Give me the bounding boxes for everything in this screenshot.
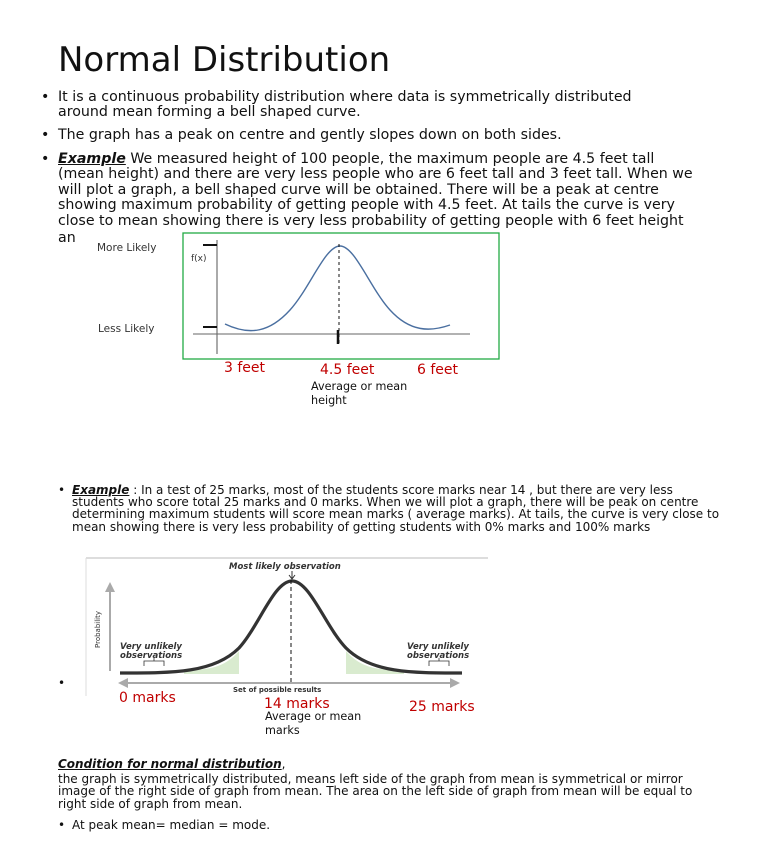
mean-caption-height: [311, 380, 407, 408]
example-label: Example: [58, 151, 126, 167]
top-arrow: [289, 571, 295, 579]
bullet-dot: •: [58, 483, 66, 497]
bullet-2: [41, 127, 678, 143]
height-bell-curve-figure: [90, 230, 510, 410]
bullet-1: [41, 89, 658, 121]
example-text: : In a test of 25 marks, most of the students score marks near 14 , but there are very less students who score total 25 marks and 0 marks. When we will plot a graph, there will be peak on centre determining maximum students will score mean marks ( average marks). At tails, the curve is very close to mean showing there is very less probability of getting students with 0% marks and 100% marks: [72, 483, 720, 534]
bullet-text: It is a continuous probability distribution where data is symmetrically distributed around mean forming a bell shaped curve.: [58, 89, 632, 121]
example-tail: an: [58, 230, 76, 246]
bullet-example-2: [58, 483, 720, 534]
x-arrowhead-left: [118, 678, 128, 688]
bullet-dot: •: [41, 127, 50, 143]
condition-heading: [58, 753, 285, 772]
figure-border: [183, 233, 499, 359]
less-likely-label: Less Likely: [98, 323, 155, 335]
most-likely-label: Most likely observation: [229, 562, 341, 572]
stray-bullet: •: [58, 676, 66, 690]
x-arrowhead-right: [450, 678, 460, 688]
condition-text: the graph is symmetrically distributed, means left side of the graph from mean is symmetrical or mirror image of the right side of graph from mean. The area on the left side of graph from mean will be equal to right side of graph from mean.: [58, 772, 693, 811]
right-obs-line-2: observations: [407, 651, 470, 661]
label-25-marks: 25 marks: [409, 699, 475, 715]
bullet-dot: •: [58, 818, 66, 832]
label-6-feet: 6 feet: [417, 362, 459, 378]
y-axis-label: Probability: [94, 610, 102, 648]
caption-line-2: marks: [265, 724, 300, 737]
label-4-5-feet: 4.5 feet: [320, 362, 375, 378]
fx-label: f(x): [191, 254, 207, 264]
condition-bullet-text: At peak mean= median = mode.: [72, 818, 271, 832]
x-axis-label: Set of possible results: [233, 686, 322, 694]
mean-caption-marks: [265, 710, 361, 738]
example-text: We measured height of 100 people, the maximum people are 4.5 feet tall (mean height) and there are very less people who are 6 feet tall and 3 feet tall. When we will plot a graph, a bell shaped curve will be obtained. There will be a peak at centre showing maximum probability of getting people with 4.5 feet. At tails the curve is very close to mean showing there is very less probability of getting people with 6 feet height: [58, 151, 693, 229]
example-label: Example: [72, 483, 130, 497]
bullet-dot: •: [41, 89, 50, 105]
page-title: Normal Distribution: [58, 40, 391, 80]
bell-curve: [225, 246, 450, 331]
more-likely-label: More Likely: [97, 242, 157, 254]
left-obs-line-2: observations: [120, 651, 183, 661]
label-14-marks: 14 marks: [264, 696, 330, 712]
caption-line-1: Average or mean: [311, 380, 408, 393]
y-arrowhead: [105, 582, 115, 592]
marks-bell-curve-figure: [84, 556, 494, 701]
bullet-dot: •: [41, 151, 50, 167]
label-3-feet: 3 feet: [224, 360, 266, 376]
condition-bullet: [58, 818, 271, 832]
label-0-marks: 0 marks: [119, 690, 176, 706]
caption-line-2: height: [311, 394, 347, 407]
condition-comma: ,: [281, 757, 286, 771]
bullet-example-1: [41, 151, 698, 229]
bullet-text: The graph has a peak on centre and gently slopes down on both sides.: [58, 127, 562, 143]
right-obs-line-1: Very unlikely: [407, 642, 469, 652]
condition-title: Condition for normal distribution: [58, 757, 282, 771]
caption-line-1: Average or mean: [265, 710, 362, 723]
left-obs-line-1: Very unlikely: [120, 642, 182, 652]
